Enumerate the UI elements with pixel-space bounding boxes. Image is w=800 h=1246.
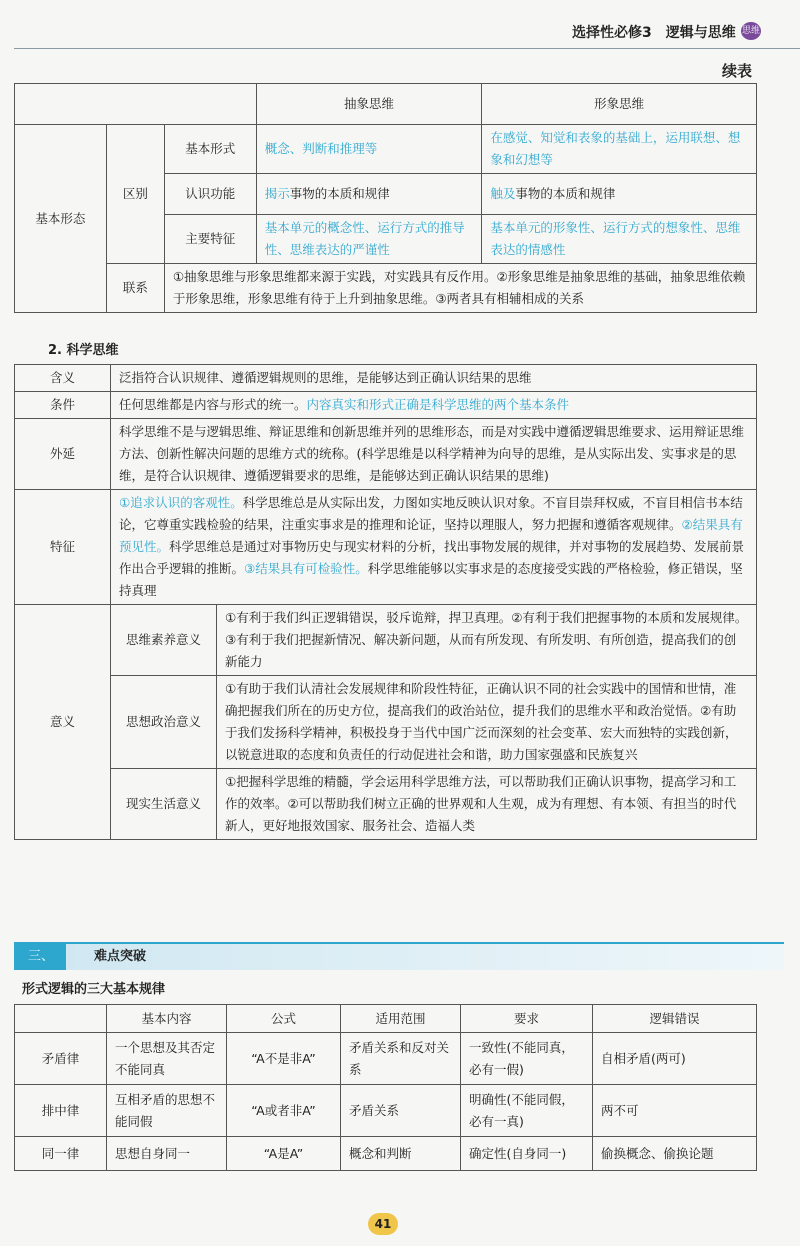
condition-label: 条件 [15, 392, 111, 419]
significance-type: 思维素养意义 [111, 605, 217, 676]
banner-number: 三、 [14, 944, 66, 970]
cell-text: 事物的本质和规律 [289, 186, 390, 201]
significance-type: 思想政治意义 [111, 676, 217, 769]
col-header-image: 形象思维 [482, 84, 757, 125]
cell-abstract: 基本单元的概念性、运行方式的推导性、思维表达的严谨性 [256, 215, 482, 264]
table-header: 要求 [461, 1005, 593, 1033]
table-cell: 思想自身同一 [107, 1137, 227, 1171]
feature-point: ②结果具有预见性。 [119, 517, 743, 554]
highlight-text: 揭示 [264, 186, 290, 201]
table-cell: 一个思想及其否定不能同真 [107, 1033, 227, 1085]
cell-text: 事物的本质和规律 [515, 186, 616, 201]
header-divider [14, 48, 800, 49]
link-text: ①抽象思维与形象思维都来源于实践，对实践具有反作用。②形象思维是抽象思维的基础，抽象思维依赖于形象思维，形象思维有待于上升到抽象思维。③两者具有相辅相成的关系 [164, 264, 756, 313]
extension-text: 科学思维不是与逻辑思维、辩证思维和创新思维并列的思维形态，而是对实践中遵循逻辑思维要求、运用辩证思维方法、创新性解决问题的思维方式的统称。(科学思维是以科学精神为向导的思维，是从实际出发、实事求是的思维，是符合认识规律、遵循逻辑要求的思维，是能够达到正确认识结果的思维) [111, 419, 757, 490]
condition-text: 任何思维都是内容与形式的统一。 [119, 397, 307, 412]
significance-text: ①有助于我们认清社会发展规律和阶段性特征，正确认识不同的社会实践中的国情和世情，准确把握我们所在的历史方位，提高我们的政治站位，提升我们的思维水平和政治觉悟。②有助于我们发扬科学精神，积极投身于当代中国广泛而深刻的社会变革、宏大而独特的实践创新，以锐意进取的态度和负责任的行动促进社会和谐，助力国家强盛和民族复兴 [217, 676, 757, 769]
table-cell: “A是A” [227, 1137, 341, 1171]
law-name: 同一律 [15, 1137, 107, 1171]
feature-point: ①追求认识的客观性。 [119, 495, 243, 510]
scientific-thinking-table [14, 364, 757, 840]
logic-laws-table [14, 1004, 757, 1171]
row-label: 基本形式 [164, 125, 256, 174]
cell-image [482, 174, 757, 215]
difference-label: 区别 [106, 125, 164, 264]
meaning-label: 含义 [15, 365, 111, 392]
table-cell: 偷换概念、偷换论题 [593, 1137, 757, 1171]
col-header-abstract: 抽象思维 [256, 84, 482, 125]
table-cell: 自相矛盾(两可) [593, 1033, 757, 1085]
table-cell: 矛盾关系 [341, 1085, 461, 1137]
feature-text [111, 490, 757, 605]
table-header: 逻辑错误 [593, 1005, 757, 1033]
row-label: 主要特征 [164, 215, 256, 264]
page-number: 41 [368, 1213, 398, 1235]
table-cell: “A或者非A” [227, 1085, 341, 1137]
condition-cell [111, 392, 757, 419]
link-label: 联系 [106, 264, 164, 313]
thinking-forms-table [14, 83, 757, 313]
significance-text: ①把握科学思维的精髓，学会运用科学思维方法，可以帮助我们正确认识事物，提高学习和工作的效率。②可以帮助我们树立正确的世界观和人生观，成为有理想、有本领、有担当的时代新人，更好地报效国家、服务社会、造福人类 [217, 769, 757, 840]
cell-image: 基本单元的形象性、运行方式的想象性、思维表达的情感性 [482, 215, 757, 264]
feature-point: ③结果具有可检验性。 [244, 561, 368, 576]
section-title: 2. 科学思维 [48, 343, 119, 358]
meaning-text: 泛指符合认识规律、遵循逻辑规则的思维，是能够达到正确认识结果的思维 [111, 365, 757, 392]
cell-abstract [256, 174, 482, 215]
subsection-title: 形式逻辑的三大基本规律 [22, 982, 166, 997]
table-cell: 确定性(自身同一) [461, 1137, 593, 1171]
feature-detail: 科学思维总是从实际出发，力图如实地反映认识对象。不盲目崇拜权威，不盲目相信书本结论，它尊重实践检验的结果，注重实事求是的推理和论证，坚持以理服人，努力把握和遵循客观规律。 [119, 495, 743, 532]
series-logo: 思维 [741, 22, 761, 40]
law-name: 矛盾律 [15, 1033, 107, 1085]
cell-abstract: 概念、判断和推理等 [256, 125, 482, 174]
table-header: 公式 [227, 1005, 341, 1033]
table-cell: 互相矛盾的思想不能同假 [107, 1085, 227, 1137]
significance-label: 意义 [15, 605, 111, 840]
significance-type: 现实生活意义 [111, 769, 217, 840]
feature-detail: 科学思维能够以实事求是的态度接受实践的严格检验，修正错误，坚持真理 [119, 561, 743, 598]
significance-text: ①有利于我们纠正逻辑错误，驳斥诡辩，捍卫真理。②有利于我们把握事物的本质和发展规律。③有利于我们把握新情况、解决新问题，从而有所发现、有所发明、有所创造，提高我们的创新能力 [217, 605, 757, 676]
highlight-text: 触及 [490, 186, 516, 201]
feature-label: 特征 [15, 490, 111, 605]
table-cell: 矛盾关系和反对关系 [341, 1033, 461, 1085]
feature-detail: 科学思维总是通过对事物历史与现实材料的分析，找出事物发展的规律，并对事物的发展趋势、发展前景作出合乎逻辑的推断。 [119, 539, 745, 576]
table-header: 基本内容 [107, 1005, 227, 1033]
condition-highlight: 内容真实和形式正确是科学思维的两个基本条件 [306, 397, 570, 412]
table-header [15, 1005, 107, 1033]
header-title: 选择性必修3 逻辑与思维 [572, 25, 736, 41]
table-cell: 概念和判断 [341, 1137, 461, 1171]
table-cell: 两不可 [593, 1085, 757, 1137]
table-cell: 明确性(不能同假，必有一真) [461, 1085, 593, 1137]
basic-form-label: 基本形态 [15, 125, 107, 313]
cell-image: 在感觉、知觉和表象的基础上，运用联想、想象和幻想等 [482, 125, 757, 174]
banner-title: 难点突破 [94, 949, 147, 964]
table-cell: 一致性(不能同真，必有一假) [461, 1033, 593, 1085]
table-header: 适用范围 [341, 1005, 461, 1033]
section-banner [14, 942, 784, 970]
extension-label: 外延 [15, 419, 111, 490]
law-name: 排中律 [15, 1085, 107, 1137]
row-label: 认识功能 [164, 174, 256, 215]
continued-label: 续表 [722, 62, 753, 80]
table-corner [15, 84, 257, 125]
table-cell: “A不是非A” [227, 1033, 341, 1085]
